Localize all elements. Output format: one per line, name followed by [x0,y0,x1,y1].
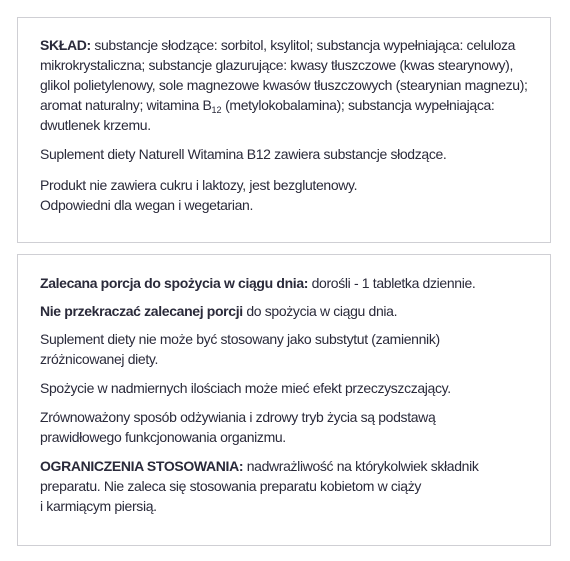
usage-panel [17,254,551,546]
dosage-text: Zalecana porcja do spożycia w ciągu dnia: dorośli - 1 tabletka dziennie. [40,275,476,291]
restrictions-label: OGRANICZENIA STOSOWANIA: [40,458,244,474]
restrictions-text: OGRANICZENIA STOSOWANIA: nadwrażliwość na którykolwiek składnik preparatu. Nie zaleca się stosowania preparatu kobietom w ciąży i karmiącym piersią. [40,458,479,514]
composition-label: SKŁAD: [40,37,91,53]
substitute-note: Suplement diety nie może być stosowany jako substytut (zamiennik) zróżnicowanej diety. [40,331,440,367]
dose-limit-label: Nie przekraczać zalecanej porcji [40,303,243,319]
sugar-note: Produkt nie zawiera cukru i laktozy, jest bezglutenowy. Odpowiedni dla wegan i wegetarian. [40,177,358,213]
sweeteners-note: Suplement diety Naturell Witamina B12 zawiera substancje słodzące. [40,146,447,162]
balanced-note: Zrównoważony sposób odżywiania i zdrowy tryb życia są podstawą prawidłowego funkcjonowania organizmu. [40,409,436,445]
composition-text: SKŁAD: substancje słodzące: sorbitol, ksylitol; substancja wypełniająca: celuloza mikrokrystaliczna; substancje glazurujące: kwasy tłuszczowe (kwas stearynowy), glikol polietylenowy, sole magnezowe kwasów tłuszczowych (stearynian magnezu); aromat naturalny; witamina $B_{12}$ (metylokobalamina); substancja wypełniająca: dwutlenek krzemu. [40,37,528,133]
composition-panel [17,17,551,243]
dose-limit-text: Nie przekraczać zalecanej porcji do spożycia w ciągu dnia. [40,303,398,319]
dosage-label: Zalecana porcja do spożycia w ciągu dnia: [40,275,309,291]
laxative-note: Spożycie w nadmiernych ilościach może mieć efekt przeczyszczający. [40,380,451,396]
vitamin-subscript: 12 [211,105,222,115]
